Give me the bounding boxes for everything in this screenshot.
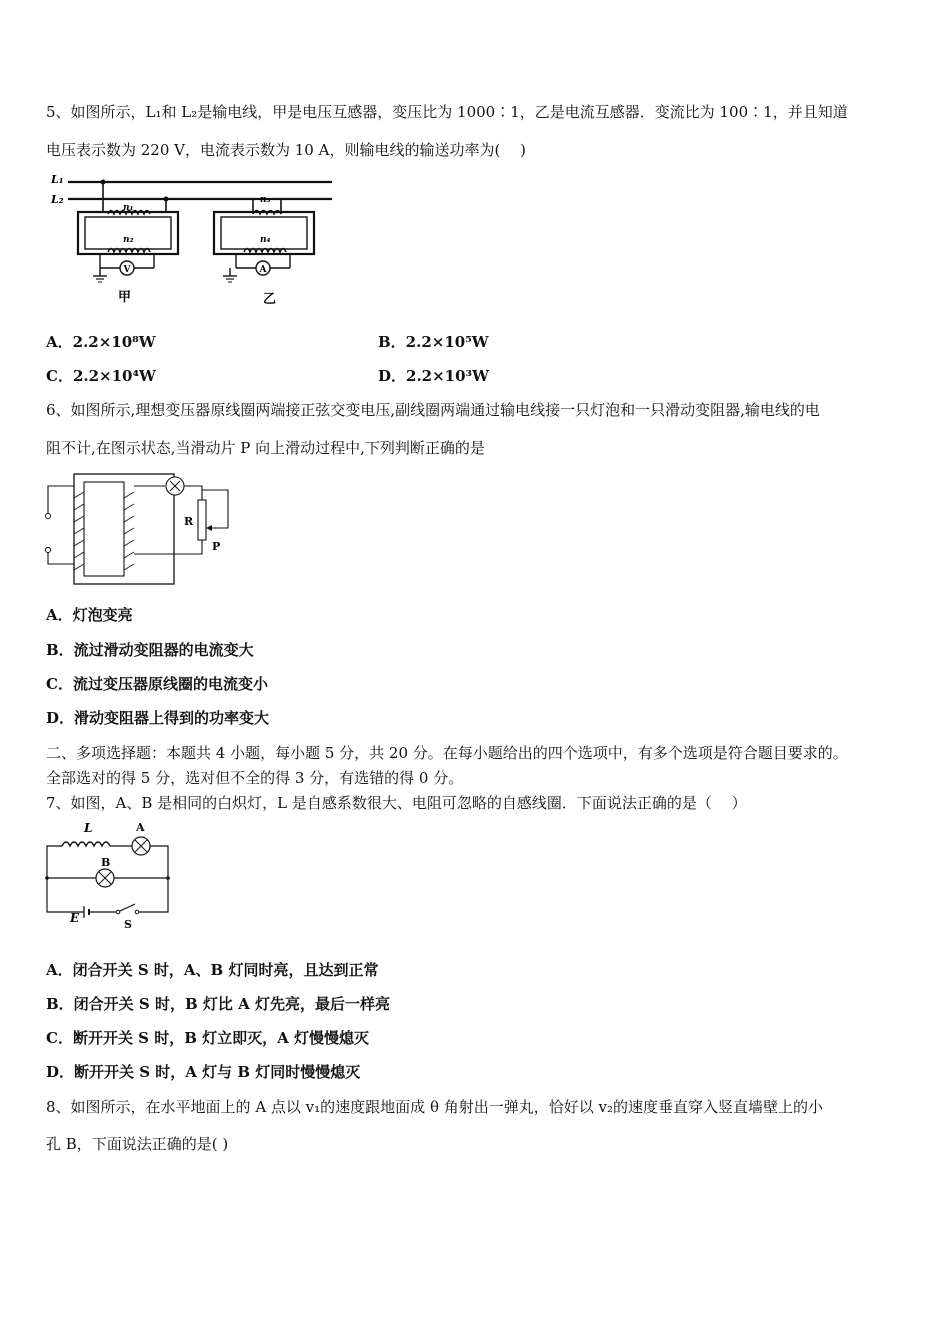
q5-meter-v: V	[123, 265, 131, 275]
q5-label-n1: n₁	[123, 203, 134, 213]
q8-stem-line2: 孔 B，下面说法正确的是( )	[46, 1135, 229, 1153]
q7-inductor-circuit-figure	[40, 818, 180, 938]
q5-label-l2: L₂	[51, 193, 64, 206]
q6-transformer-circuit-figure	[40, 470, 250, 595]
q7-option-d[interactable]: D．断开开关 S 时，A 灯与 B 灯同时慢慢熄灭	[46, 1063, 361, 1081]
q7-label-e: E	[70, 911, 80, 925]
q7-option-a[interactable]: A．闭合开关 S 时，A、B 灯同时亮，且达到正常	[46, 961, 379, 979]
q7-label-a: A	[136, 821, 145, 834]
q6-label-p: P	[212, 540, 221, 553]
q7-label-l: L	[84, 821, 93, 835]
rheostat-icon	[198, 500, 206, 540]
q5-meter-a: A	[259, 265, 267, 275]
q6-option-d[interactable]: D．滑动变阻器上得到的功率变大	[46, 709, 270, 727]
q6-stem-line2: 阻不计,在图示状态,当滑动片 P 向上滑动过程中,下列判断正确的是	[46, 439, 485, 457]
q6-stem-line1: 6、如图所示,理想变压器原线圈两端接正弦交变电压,副线圈两端通过输电线接一只灯泡和一只滑动变阻器,输电线的电	[46, 401, 820, 419]
q5-caption-right: 乙	[263, 292, 277, 307]
q5-option-d[interactable]: D．2.2×10³W	[378, 367, 489, 385]
q7-option-c[interactable]: C．断开开关 S 时，B 灯立即灭，A 灯慢慢熄灭	[46, 1029, 369, 1047]
q5-option-c[interactable]: C．2.2×10⁴W	[46, 367, 156, 385]
q6-label-r: R	[184, 515, 194, 528]
q5-option-b[interactable]: B．2.2×10⁵W	[378, 333, 489, 351]
switch-icon	[120, 904, 135, 911]
q5-caption-left: 甲	[118, 290, 132, 305]
q7-stem-line1: 7、如图，A、B 是相同的白炽灯，L 是自感系数很大、电阻可忽略的自感线圈．下面说法正确的是（ ）	[46, 794, 747, 812]
q6-option-a[interactable]: A．灯泡变亮	[46, 606, 133, 624]
q7-label-b: B	[101, 856, 111, 869]
q5-stem-line2: 电压表示数为 220 V，电流表示数为 10 A，则输电线的输送功率为( )	[46, 141, 526, 159]
inductor-coil-icon	[62, 842, 110, 846]
q6-option-b[interactable]: B．流过滑动变阻器的电流变大	[46, 641, 254, 659]
q5-label-n3: n₃	[260, 195, 271, 205]
q6-option-c[interactable]: C．流过变压器原线圈的电流变小	[46, 675, 268, 693]
q7-option-b[interactable]: B．闭合开关 S 时，B 灯比 A 灯先亮，最后一样亮	[46, 995, 390, 1013]
section2-instructions-line2: 全部选对的得 5 分，选对但不全的得 3 分，有选错的得 0 分。	[46, 769, 464, 787]
q5-label-n2: n₂	[123, 235, 134, 245]
q5-option-a[interactable]: A．2.2×10⁸W	[46, 333, 156, 351]
q5-label-n4: n₄	[260, 235, 271, 245]
q8-stem-line1: 8、如图所示，在水平地面上的 A 点以 v₁的速度跟地面成 θ 角射出一弹丸，恰好以 v₂的速度垂直穿入竖直墙壁上的小	[46, 1098, 823, 1116]
q7-label-s: S	[124, 918, 132, 931]
q5-stem-line1: 5、如图所示，L₁和 L₂是输电线，甲是电压互感器，变压比为 1000∶1，乙是电流互感器．变流比为 100∶1，并且知道	[46, 103, 848, 121]
q5-transformer-figure	[48, 168, 348, 308]
q5-label-l1: L₁	[51, 173, 64, 186]
section2-instructions-line1: 二、多项选择题：本题共 4 小题，每小题 5 分，共 20 分。在每小题给出的四个选项中，有多个选项是符合题目要求的。	[46, 744, 848, 762]
